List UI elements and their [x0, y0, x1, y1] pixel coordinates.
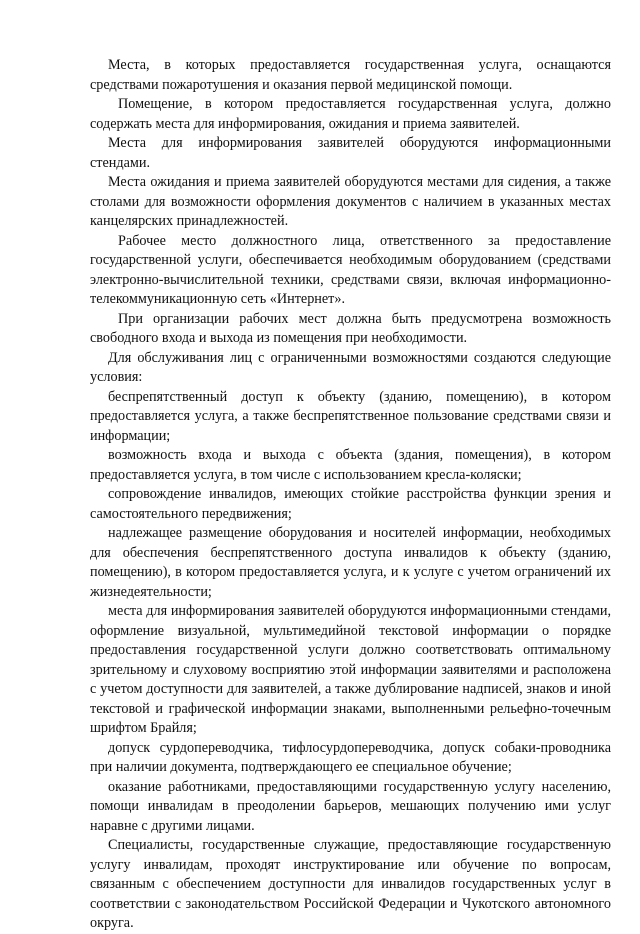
list-item: сопровождение инвалидов, имеющих стойкие расстройства функции зрения и самостоятельного передвижения;	[90, 486, 611, 522]
list-item: возможность входа и выхода с объекта (здания, помещения), в котором предоставляется услуга, в том числе с использованием кресла-коляски;	[90, 447, 611, 483]
list-item: допуск сурдопереводчика, тифлосурдопереводчика, допуск собаки-проводника при наличии документа, подтверждающего ее специальное обучение;	[90, 739, 611, 775]
list-item: места для информирования заявителей оборудуются информационными стендами, оформление визуальной, мультимедийной текстовой информации о порядке предоставления государственной услуги должно соответствовать оптимальному зрительному и слуховому восприятию этой информации заявителями и расположена с учетом доступности для заявителей, а также дублирование надписей, знаков и иной текстовой и графической информации знаками, выполненными рельефно-точечным шрифтом Брайля;	[90, 603, 611, 736]
paragraph: Места для информирования заявителей оборудуются информационными стендами.	[90, 135, 611, 171]
list-item: надлежащее размещение оборудования и носителей информации, необходимых для обеспечения беспрепятственного доступа инвалидов к объекту (зданию, помещению), в котором предоставляется услуга, и к услуге с учетом ограничений их жизнедеятельности;	[90, 525, 611, 600]
list-item: оказание работниками, предоставляющими государственную услугу населению, помощи инвалидам в преодолении барьеров, мешающих получению ими услуг наравне с другими лицами.	[90, 778, 611, 834]
list-item: беспрепятственный доступ к объекту (зданию, помещению), в котором предоставляется услуга, а также беспрепятственное пользование средствами связи и информации;	[90, 388, 611, 444]
paragraph: Рабочее место должностного лица, ответственного за предоставление государственной услуги, обеспечивается необходимым оборудованием (средствами электронно-вычислительной техники, средствами связи, включая информационно-телекоммуникационную сеть «Интернет».	[90, 232, 611, 307]
paragraph: Места ожидания и приема заявителей оборудуются местами для сидения, а также столами для возможности оформления документов с наличием в указанных местах канцелярских принадлежностей.	[90, 174, 611, 229]
document-page	[90, 56, 611, 934]
paragraph: Специалисты, государственные служащие, предоставляющие государственную услугу инвалидам, проходят инструктирование или обучение по вопросам, связанным с обеспечением доступности для инвалидов государственных услуг в соответствии с законодательством Российской Федерации и Чукотского автономного округа.	[90, 837, 611, 931]
paragraph: Для обслуживания лиц с ограниченными возможностями создаются следующие условия:	[90, 349, 611, 385]
paragraph: Помещение, в котором предоставляется государственная услуга, должно содержать места для информирования, ожидания и приема заявителей.	[90, 96, 611, 132]
paragraph: При организации рабочих мест должна быть предусмотрена возможность свободного входа и выхода из помещения при необходимости.	[90, 310, 611, 346]
paragraph: Места, в которых предоставляется государственная услуга, оснащаются средствами пожаротушения и оказания первой медицинской помощи.	[90, 57, 611, 93]
